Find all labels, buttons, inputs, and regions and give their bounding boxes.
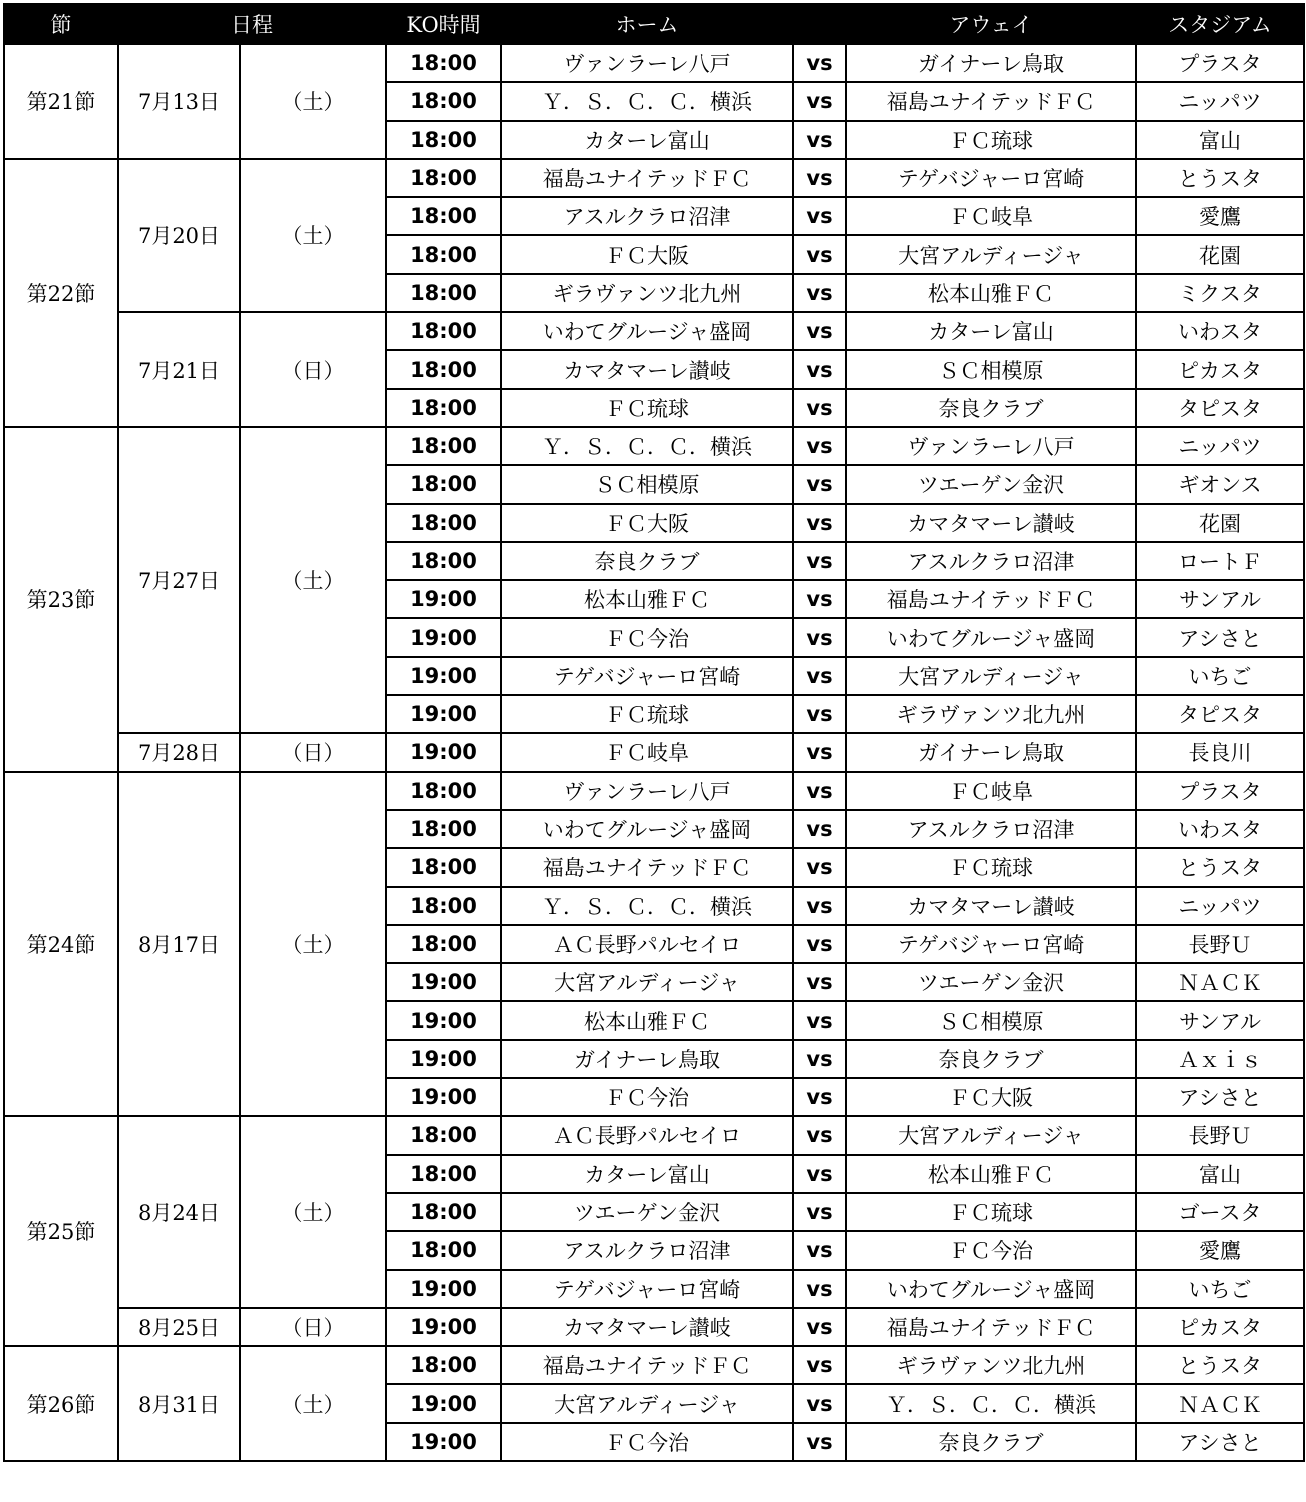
away-team-cell: カターレ富山	[846, 312, 1136, 350]
home-team-cell: カマタマーレ讃岐	[501, 350, 793, 388]
away-team-cell: ガイナーレ鳥取	[846, 733, 1136, 771]
home-team-cell: ＳＣ相模原	[501, 465, 793, 503]
kickoff-cell: 18:00	[386, 1193, 501, 1231]
date-cell: 8月25日	[118, 1308, 240, 1346]
away-team-cell: 福島ユナイテッドＦＣ	[846, 1308, 1136, 1346]
home-team-cell: 福島ユナイテッドＦＣ	[501, 848, 793, 886]
away-team-cell: テゲバジャーロ宮崎	[846, 159, 1136, 197]
away-team-cell: 大宮アルディージャ	[846, 657, 1136, 695]
kickoff-cell: 19:00	[386, 657, 501, 695]
home-team-cell: 松本山雅ＦＣ	[501, 580, 793, 618]
stadium-cell: アシさと	[1136, 1078, 1304, 1116]
home-team-cell: ギラヴァンツ北九州	[501, 274, 793, 312]
vs-cell: vs	[793, 580, 846, 618]
away-team-cell: Ｙ．Ｓ．Ｃ．Ｃ．横浜	[846, 1384, 1136, 1422]
away-team-cell: ＦＣ大阪	[846, 1078, 1136, 1116]
away-team-cell: アスルクラロ沼津	[846, 542, 1136, 580]
stadium-cell: 長野Ｕ	[1136, 925, 1304, 963]
home-team-cell: ツエーゲン金沢	[501, 1193, 793, 1231]
home-team-cell: 福島ユナイテッドＦＣ	[501, 1346, 793, 1384]
stadium-cell: 愛鷹	[1136, 1231, 1304, 1269]
header-date: 日程	[118, 4, 386, 44]
stadium-cell: とうスタ	[1136, 1346, 1304, 1384]
home-team-cell: カマタマーレ讃岐	[501, 1308, 793, 1346]
stadium-cell: 花園	[1136, 504, 1304, 542]
kickoff-cell: 19:00	[386, 1423, 501, 1461]
stadium-cell: ニッパツ	[1136, 427, 1304, 465]
stadium-cell: ギオンス	[1136, 465, 1304, 503]
kickoff-cell: 18:00	[386, 44, 501, 82]
vs-cell: vs	[793, 733, 846, 771]
vs-cell: vs	[793, 121, 846, 159]
vs-cell: vs	[793, 1270, 846, 1308]
weekday-cell: （土）	[240, 772, 386, 1117]
stadium-cell: サンアル	[1136, 1001, 1304, 1039]
stadium-cell: ロートＦ	[1136, 542, 1304, 580]
home-team-cell: 奈良クラブ	[501, 542, 793, 580]
home-team-cell: ヴァンラーレ八戸	[501, 44, 793, 82]
vs-cell: vs	[793, 1155, 846, 1193]
away-team-cell: ギラヴァンツ北九州	[846, 695, 1136, 733]
home-team-cell: いわてグルージャ盛岡	[501, 810, 793, 848]
vs-cell: vs	[793, 1116, 846, 1154]
date-cell: 8月17日	[118, 772, 240, 1117]
kickoff-cell: 18:00	[386, 389, 501, 427]
away-team-cell: 大宮アルディージャ	[846, 1116, 1136, 1154]
vs-cell: vs	[793, 695, 846, 733]
vs-cell: vs	[793, 504, 846, 542]
vs-cell: vs	[793, 389, 846, 427]
stadium-cell: ピカスタ	[1136, 1308, 1304, 1346]
header-stadium: スタジアム	[1136, 4, 1304, 44]
vs-cell: vs	[793, 465, 846, 503]
stadium-cell: ミクスタ	[1136, 274, 1304, 312]
home-team-cell: ガイナーレ鳥取	[501, 1040, 793, 1078]
home-team-cell: Ｙ．Ｓ．Ｃ．Ｃ．横浜	[501, 427, 793, 465]
kickoff-cell: 18:00	[386, 810, 501, 848]
header-away: アウェイ	[846, 4, 1136, 44]
home-team-cell: 松本山雅ＦＣ	[501, 1001, 793, 1039]
home-team-cell: ＡＣ長野パルセイロ	[501, 1116, 793, 1154]
stadium-cell: とうスタ	[1136, 159, 1304, 197]
home-team-cell: カターレ富山	[501, 1155, 793, 1193]
stadium-cell: 富山	[1136, 121, 1304, 159]
stadium-cell: いちご	[1136, 1270, 1304, 1308]
header-kickoff: KO時間	[386, 4, 501, 44]
header-home: ホーム	[501, 4, 793, 44]
table-row	[4, 427, 1304, 465]
kickoff-cell: 18:00	[386, 887, 501, 925]
kickoff-cell: 18:00	[386, 848, 501, 886]
schedule-body	[4, 44, 1304, 1461]
home-team-cell: アスルクラロ沼津	[501, 197, 793, 235]
away-team-cell: アスルクラロ沼津	[846, 810, 1136, 848]
round-cell: 第22節	[4, 159, 118, 427]
vs-cell: vs	[793, 542, 846, 580]
vs-cell: vs	[793, 44, 846, 82]
home-team-cell: 大宮アルディージャ	[501, 1384, 793, 1422]
vs-cell: vs	[793, 1384, 846, 1422]
kickoff-cell: 18:00	[386, 1231, 501, 1269]
away-team-cell: ＦＣ琉球	[846, 848, 1136, 886]
home-team-cell: ＦＣ今治	[501, 1423, 793, 1461]
kickoff-cell: 19:00	[386, 618, 501, 656]
stadium-cell: いわスタ	[1136, 312, 1304, 350]
home-team-cell: アスルクラロ沼津	[501, 1231, 793, 1269]
date-cell: 8月24日	[118, 1116, 240, 1307]
date-cell: 7月27日	[118, 427, 240, 733]
weekday-cell: （日）	[240, 733, 386, 771]
stadium-cell: いわスタ	[1136, 810, 1304, 848]
date-cell: 8月31日	[118, 1346, 240, 1461]
stadium-cell: いちご	[1136, 657, 1304, 695]
stadium-cell: ニッパツ	[1136, 82, 1304, 120]
away-team-cell: 奈良クラブ	[846, 389, 1136, 427]
weekday-cell: （土）	[240, 159, 386, 312]
away-team-cell: いわてグルージャ盛岡	[846, 618, 1136, 656]
away-team-cell: カマタマーレ讃岐	[846, 887, 1136, 925]
vs-cell: vs	[793, 1040, 846, 1078]
weekday-cell: （日）	[240, 1308, 386, 1346]
home-team-cell: テゲバジャーロ宮崎	[501, 657, 793, 695]
round-cell: 第23節	[4, 427, 118, 772]
stadium-cell: 花園	[1136, 235, 1304, 273]
away-team-cell: 福島ユナイテッドＦＣ	[846, 580, 1136, 618]
home-team-cell: ＦＣ大阪	[501, 235, 793, 273]
home-team-cell: テゲバジャーロ宮崎	[501, 1270, 793, 1308]
table-row	[4, 1346, 1304, 1384]
home-team-cell: ＦＣ琉球	[501, 695, 793, 733]
stadium-cell: ピカスタ	[1136, 350, 1304, 388]
round-cell: 第25節	[4, 1116, 118, 1346]
vs-cell: vs	[793, 312, 846, 350]
stadium-cell: アシさと	[1136, 1423, 1304, 1461]
vs-cell: vs	[793, 350, 846, 388]
kickoff-cell: 18:00	[386, 925, 501, 963]
stadium-cell: とうスタ	[1136, 848, 1304, 886]
away-team-cell: 松本山雅ＦＣ	[846, 1155, 1136, 1193]
date-cell: 7月28日	[118, 733, 240, 771]
away-team-cell: ＦＣ岐阜	[846, 772, 1136, 810]
stadium-cell: タピスタ	[1136, 695, 1304, 733]
vs-cell: vs	[793, 82, 846, 120]
stadium-cell: 長良川	[1136, 733, 1304, 771]
home-team-cell: ヴァンラーレ八戸	[501, 772, 793, 810]
away-team-cell: ツエーゲン金沢	[846, 963, 1136, 1001]
home-team-cell: ＡＣ長野パルセイロ	[501, 925, 793, 963]
kickoff-cell: 19:00	[386, 1270, 501, 1308]
table-row	[4, 733, 1304, 771]
kickoff-cell: 19:00	[386, 580, 501, 618]
home-team-cell: ＦＣ大阪	[501, 504, 793, 542]
away-team-cell: テゲバジャーロ宮崎	[846, 925, 1136, 963]
weekday-cell: （土）	[240, 1346, 386, 1461]
kickoff-cell: 18:00	[386, 312, 501, 350]
weekday-cell: （土）	[240, 44, 386, 159]
table-row	[4, 772, 1304, 810]
header-round: 節	[4, 4, 118, 44]
vs-cell: vs	[793, 235, 846, 273]
kickoff-cell: 18:00	[386, 465, 501, 503]
vs-cell: vs	[793, 1308, 846, 1346]
kickoff-cell: 18:00	[386, 82, 501, 120]
vs-cell: vs	[793, 925, 846, 963]
vs-cell: vs	[793, 887, 846, 925]
home-team-cell: ＦＣ今治	[501, 1078, 793, 1116]
table-row	[4, 44, 1304, 82]
stadium-cell: タピスタ	[1136, 389, 1304, 427]
kickoff-cell: 19:00	[386, 1040, 501, 1078]
table-row	[4, 1116, 1304, 1154]
kickoff-cell: 18:00	[386, 427, 501, 465]
kickoff-cell: 18:00	[386, 235, 501, 273]
stadium-cell: ゴースタ	[1136, 1193, 1304, 1231]
away-team-cell: ヴァンラーレ八戸	[846, 427, 1136, 465]
schedule-table	[3, 3, 1305, 1462]
away-team-cell: ＳＣ相模原	[846, 350, 1136, 388]
stadium-cell: ニッパツ	[1136, 887, 1304, 925]
kickoff-cell: 19:00	[386, 1308, 501, 1346]
round-cell: 第26節	[4, 1346, 118, 1461]
weekday-cell: （日）	[240, 312, 386, 427]
date-cell: 7月20日	[118, 159, 240, 312]
vs-cell: vs	[793, 1423, 846, 1461]
away-team-cell: 大宮アルディージャ	[846, 235, 1136, 273]
vs-cell: vs	[793, 274, 846, 312]
vs-cell: vs	[793, 657, 846, 695]
home-team-cell: 大宮アルディージャ	[501, 963, 793, 1001]
stadium-cell: アシさと	[1136, 618, 1304, 656]
stadium-cell: ＮＡＣＫ	[1136, 963, 1304, 1001]
away-team-cell: ＦＣ琉球	[846, 121, 1136, 159]
vs-cell: vs	[793, 848, 846, 886]
away-team-cell: ＦＣ今治	[846, 1231, 1136, 1269]
stadium-cell: サンアル	[1136, 580, 1304, 618]
away-team-cell: いわてグルージャ盛岡	[846, 1270, 1136, 1308]
kickoff-cell: 18:00	[386, 504, 501, 542]
stadium-cell: 富山	[1136, 1155, 1304, 1193]
table-row	[4, 312, 1304, 350]
weekday-cell: （土）	[240, 427, 386, 733]
table-row	[4, 159, 1304, 197]
away-team-cell: ガイナーレ鳥取	[846, 44, 1136, 82]
kickoff-cell: 18:00	[386, 542, 501, 580]
home-team-cell: Ｙ．Ｓ．Ｃ．Ｃ．横浜	[501, 887, 793, 925]
kickoff-cell: 19:00	[386, 1001, 501, 1039]
away-team-cell: 奈良クラブ	[846, 1423, 1136, 1461]
round-cell: 第24節	[4, 772, 118, 1117]
away-team-cell: ＦＣ琉球	[846, 1193, 1136, 1231]
kickoff-cell: 18:00	[386, 1116, 501, 1154]
home-team-cell: 福島ユナイテッドＦＣ	[501, 159, 793, 197]
vs-cell: vs	[793, 1078, 846, 1116]
kickoff-cell: 18:00	[386, 1346, 501, 1384]
away-team-cell: ＳＣ相模原	[846, 1001, 1136, 1039]
home-team-cell: カターレ富山	[501, 121, 793, 159]
vs-cell: vs	[793, 1346, 846, 1384]
home-team-cell: Ｙ．Ｓ．Ｃ．Ｃ．横浜	[501, 82, 793, 120]
vs-cell: vs	[793, 427, 846, 465]
kickoff-cell: 18:00	[386, 1155, 501, 1193]
vs-cell: vs	[793, 1193, 846, 1231]
vs-cell: vs	[793, 963, 846, 1001]
stadium-cell: Ａｘｉｓ	[1136, 1040, 1304, 1078]
kickoff-cell: 18:00	[386, 350, 501, 388]
kickoff-cell: 19:00	[386, 733, 501, 771]
date-cell: 7月21日	[118, 312, 240, 427]
away-team-cell: 奈良クラブ	[846, 1040, 1136, 1078]
date-cell: 7月13日	[118, 44, 240, 159]
kickoff-cell: 18:00	[386, 274, 501, 312]
away-team-cell: ギラヴァンツ北九州	[846, 1346, 1136, 1384]
home-team-cell: ＦＣ琉球	[501, 389, 793, 427]
stadium-cell: 愛鷹	[1136, 197, 1304, 235]
home-team-cell: いわてグルージャ盛岡	[501, 312, 793, 350]
kickoff-cell: 18:00	[386, 772, 501, 810]
kickoff-cell: 18:00	[386, 197, 501, 235]
table-row	[4, 1308, 1304, 1346]
away-team-cell: ツエーゲン金沢	[846, 465, 1136, 503]
stadium-cell: ＮＡＣＫ	[1136, 1384, 1304, 1422]
away-team-cell: カマタマーレ讃岐	[846, 504, 1136, 542]
kickoff-cell: 18:00	[386, 159, 501, 197]
vs-cell: vs	[793, 197, 846, 235]
kickoff-cell: 19:00	[386, 1078, 501, 1116]
home-team-cell: ＦＣ岐阜	[501, 733, 793, 771]
vs-cell: vs	[793, 159, 846, 197]
header-vs	[793, 4, 846, 44]
away-team-cell: 松本山雅ＦＣ	[846, 274, 1136, 312]
home-team-cell: ＦＣ今治	[501, 618, 793, 656]
header-row	[4, 4, 1304, 44]
stadium-cell: プラスタ	[1136, 772, 1304, 810]
vs-cell: vs	[793, 810, 846, 848]
away-team-cell: ＦＣ岐阜	[846, 197, 1136, 235]
kickoff-cell: 19:00	[386, 695, 501, 733]
kickoff-cell: 18:00	[386, 121, 501, 159]
vs-cell: vs	[793, 618, 846, 656]
vs-cell: vs	[793, 1001, 846, 1039]
stadium-cell: 長野Ｕ	[1136, 1116, 1304, 1154]
away-team-cell: 福島ユナイテッドＦＣ	[846, 82, 1136, 120]
kickoff-cell: 19:00	[386, 963, 501, 1001]
vs-cell: vs	[793, 1231, 846, 1269]
stadium-cell: プラスタ	[1136, 44, 1304, 82]
vs-cell: vs	[793, 772, 846, 810]
weekday-cell: （土）	[240, 1116, 386, 1307]
round-cell: 第21節	[4, 44, 118, 159]
kickoff-cell: 19:00	[386, 1384, 501, 1422]
